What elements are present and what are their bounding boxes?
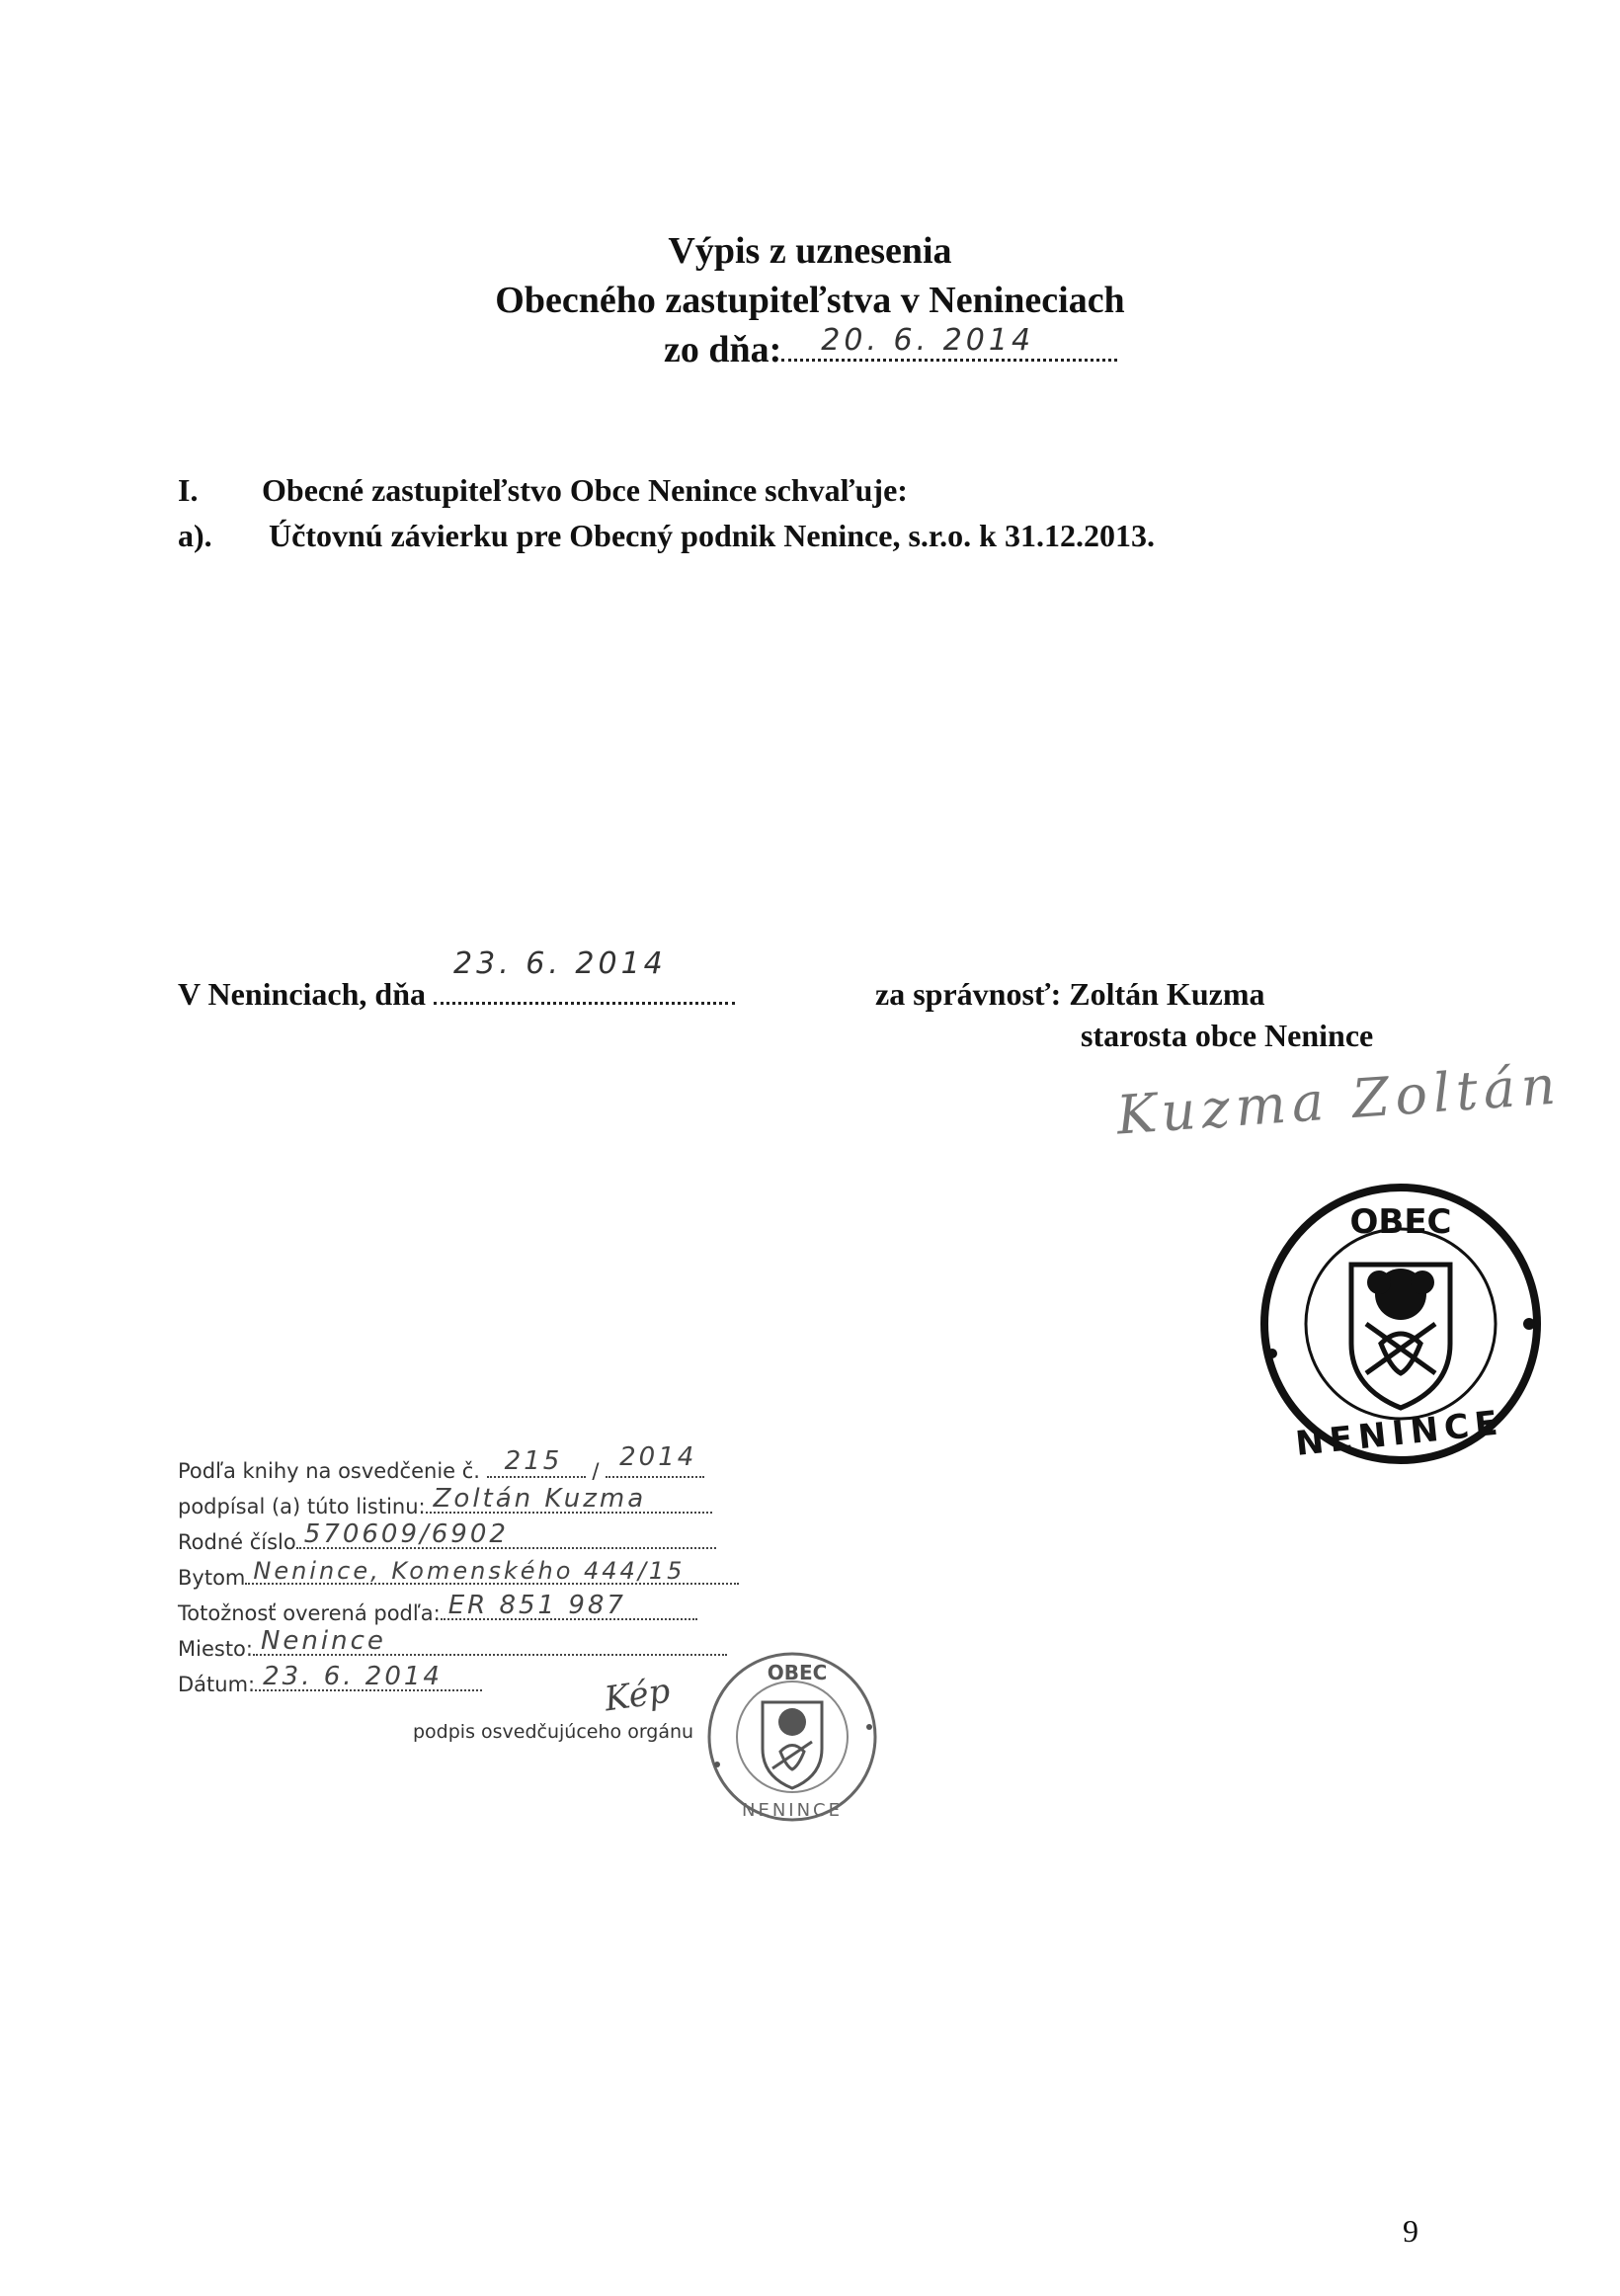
doc-date-label: zo dňa:: [664, 329, 782, 370]
page-number: 9: [1403, 2213, 1418, 2249]
doc-date-field: [781, 323, 1117, 362]
doc-title-line1: Výpis z uznesenia: [668, 230, 952, 272]
cert-row6-label: Miesto:: [178, 1637, 253, 1661]
cert-row7-label: Dátum:: [178, 1673, 256, 1696]
cert-row3-label: Rodné číslo: [178, 1530, 296, 1554]
stamp-small-svg: [703, 1648, 881, 1826]
cert-row-identity: [178, 1591, 697, 1625]
stamp-small-top-text: OBEC: [767, 1661, 828, 1684]
stamp-large-svg: [1253, 1176, 1549, 1472]
place-date-field: [434, 946, 735, 1005]
cert-row4-label: Bytom: [178, 1566, 246, 1590]
cert-row-signed-by: [178, 1484, 712, 1518]
stamp-large-bottom-text: NENINCE: [1293, 1403, 1506, 1465]
cert-row1-value-b: 2014: [619, 1442, 697, 1472]
cert-row1-value-a: 215: [504, 1446, 563, 1476]
item-1-text: Obecné zastupiteľstvo Obce Nenince schvaľuje:: [262, 472, 908, 508]
cert-row5-value: ER 851 987: [447, 1591, 626, 1620]
cert-row6-value: Nenince: [260, 1626, 386, 1656]
mayor-signature: Kuzma Zoltán: [1114, 1053, 1564, 1147]
stamp-large-top-text: OBEC: [1349, 1202, 1452, 1242]
item-a-number: a).: [178, 518, 212, 553]
cert-row-place: [178, 1626, 727, 1661]
cert-row2-value: Zoltán Kuzma: [433, 1484, 647, 1514]
signatory-line2: starosta obce Nenince: [1081, 1018, 1374, 1053]
doc-date-handwritten: 20. 6. 2014: [821, 323, 1035, 358]
cert-row-book-number: [178, 1442, 704, 1483]
place-date-row: [178, 946, 735, 1013]
signatory-line1: za správnosť: Zoltán Kuzma: [875, 976, 1265, 1012]
cert-row1-separator: /: [592, 1459, 600, 1483]
doc-date-row: [664, 323, 1117, 371]
place-date-label: V Neninciach, dňa: [178, 976, 427, 1012]
item-1-number: I.: [178, 472, 199, 508]
cert-row-date: [178, 1662, 482, 1696]
cert-row-residence: [178, 1557, 739, 1590]
cert-row4-value: Nenince, Komenského 444/15: [253, 1557, 686, 1585]
cert-signer-mark: Kép: [602, 1671, 673, 1720]
cert-row2-label: podpísal (a) túto listinu:: [178, 1495, 426, 1518]
municipal-stamp-large: [1253, 1176, 1549, 1472]
cert-row7-value: 23. 6. 2014: [263, 1662, 443, 1691]
cert-signer-label: podpis osvedčujúceho orgánu: [413, 1721, 694, 1743]
cert-row-birth-number: [178, 1519, 716, 1554]
cert-row5-label: Totožnosť overená podľa:: [178, 1601, 441, 1625]
item-a-text: Účtovnú závierku pre Obecný podnik Nenince, s.r.o. k 31.12.2013.: [269, 518, 1155, 553]
stamp-small-bottom-text: NENINCE: [741, 1800, 844, 1821]
doc-title-line2: Obecného zastupiteľstva v Nenineciach: [495, 280, 1125, 321]
place-date-handwritten: 23. 6. 2014: [453, 946, 667, 981]
cert-row3-value: 570609/6902: [303, 1519, 509, 1549]
cert-row1-label: Podľa knihy na osvedčenie č.: [178, 1459, 480, 1483]
municipal-stamp-small: [703, 1648, 881, 1826]
